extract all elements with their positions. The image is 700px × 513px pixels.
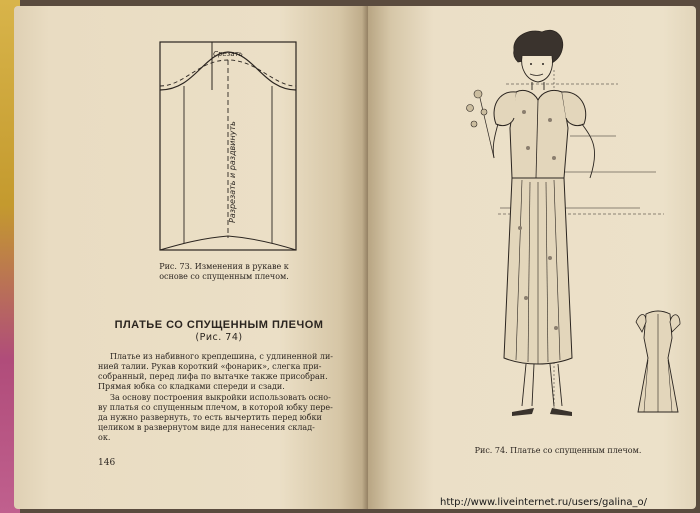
dress-back-view — [636, 311, 680, 412]
left-page — [14, 6, 368, 509]
paragraph-line: ок. — [98, 433, 111, 442]
figure-73-caption-line-1: Рис. 73. Изменения в рукаве к — [159, 262, 289, 271]
cut-and-spread-label: Разрезать и раздвинуть — [228, 121, 237, 223]
figure-73-caption — [104, 262, 344, 282]
watermark-url[interactable]: http://www.liveinternet.ru/users/galina_o/ — [440, 497, 647, 508]
paragraph-line: целиком в развернутом виде для нанесения склад- — [98, 423, 315, 432]
paragraph-line: да нужно развернуть, то есть вычертить перед юбки — [98, 413, 322, 422]
sleeve-pattern-drawing — [154, 38, 304, 260]
section-subtitle: (Рис. 74) — [195, 332, 243, 343]
right-page — [368, 6, 696, 509]
paragraph-line: нией талии. Рукав короткий «фонарик», слегка при- — [98, 362, 322, 371]
figure-73-caption-line-2: основе со спущенным плечом. — [159, 272, 289, 281]
paragraph-line: Прямая юбка со кладками спереди и сзади. — [98, 382, 285, 391]
page-number: 146 — [98, 458, 116, 468]
paragraph-line: собранный, перед лифа по вытачке также присобран. — [98, 372, 328, 381]
paragraph-line: Платье из набивного крепдешина, с удлиненной ли- — [110, 352, 333, 361]
dress-illustration — [450, 28, 682, 428]
figure-74-caption: Рис. 74. Платье со спущенным плечом. — [474, 446, 642, 455]
cut-label: Срезать — [213, 50, 243, 58]
paragraph-line: За основу построения выкройки использовать осно- — [110, 393, 331, 402]
paragraph-line: ву платья со спущенным плечом, в которой юбку пере- — [98, 403, 333, 412]
section-title: ПЛАТЬЕ СО СПУЩЕННЫМ ПЛЕЧОМ — [114, 319, 324, 331]
